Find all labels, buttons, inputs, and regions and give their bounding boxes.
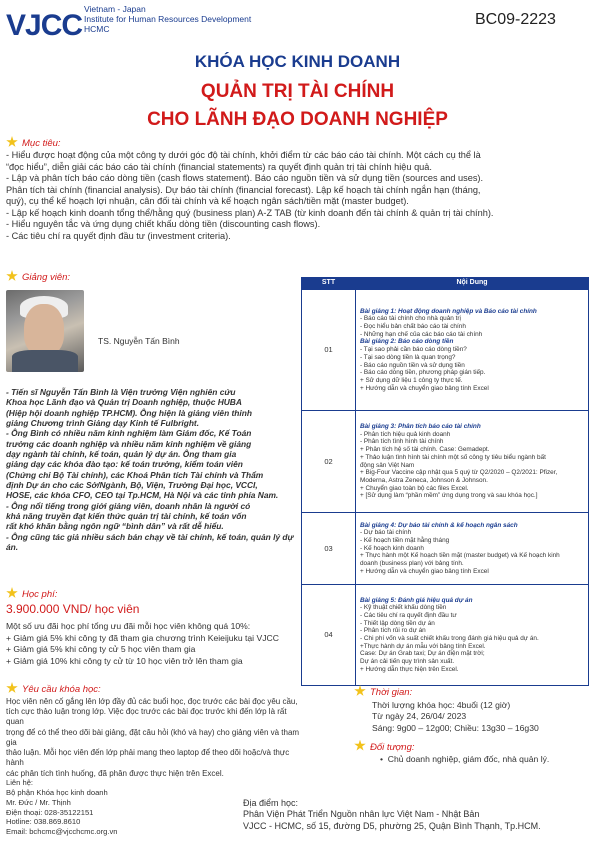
fee-line: Một số ưu đãi học phí tổng ưu đãi mỗi học viên không quá 10%: [6,621,251,631]
bio-line: - Tiến sĩ Nguyễn Tấn Bình là Viện trưởng Viện nghiên cứu [6,387,236,397]
objectives-list [6,150,591,242]
logo-tagline [84,4,251,34]
lesson-item: - Dự báo tài chính [360,529,412,537]
schedule-line: Từ ngày 24, 26/04/ 2023 [372,711,467,722]
objective-line: Phân tích tài chính (financial analysis). Dự báo tài chính (financial forecast). Lập kế hoạch tài chính ngắn hạn (tháng, [6,184,481,195]
section-title: Mục tiêu: [22,138,61,149]
requirement-line: trọng để có thể theo dõi bài giảng, đặt câu hỏi (khó và hay) cho giảng viên và tham gia [6,727,300,747]
star-icon [6,270,18,282]
lesson-item: - Các tiêu chí ra quyết định đầu tư [360,611,457,619]
lesson-item: - Báo cáo dòng tiền, phương pháp gián tiếp. [360,369,486,377]
lesson-item: +Thực hành dự án mẫu với bảng tính Excel. [360,642,486,650]
contact-info [6,778,156,837]
lesson-item: - Những hạn chế của các báo cáo tài chính [360,330,483,338]
lesson-item: Dự án cải tiến quy trình sản xuất. [360,658,455,666]
bio-line: định Dự án cho các Sở/Ngành, Bộ, Viện, Trường Đại học, VCCI, [6,479,258,490]
star-icon [6,136,18,148]
lesson-title: Bài giảng 4: Dự báo tài chính & kế hoạch ngân sách [360,521,518,529]
lesson-item: doanh (business plan) với bảng tính. [360,560,464,568]
bio-line: - Ông Bình có nhiều năm kinh nghiệm làm Giám đốc, Kế Toán [6,428,252,439]
title-line-1: KHÓA HỌC KINH DOANH [194,52,401,71]
star-icon [6,682,18,694]
bio-line: Khoa học Lãnh đạo và Quản trị Doanh nghiệp, thuộc HUBA [6,397,242,408]
lesson-item: - Báo cáo tài chính cho nhà quản trị [360,315,461,323]
star-icon [6,587,18,599]
lesson-item: - Phân tích rủi ro dự án [360,627,426,635]
objective-line: “đọc hiểu”, diễn giải các báo cáo tài chính (financial statements) ra quyết định quản trị tài chính hiệu quả. [6,161,432,172]
schedule [372,685,592,766]
bio-line: dạy ngành tài chính, kế toán, quản lý dự án. Ông tham gia [6,448,237,459]
venue-label: Địa điểm học: [243,798,299,808]
lesson-title: Bài giảng 2: Báo cáo dòng tiền [360,338,454,346]
audience-text: • Chủ doanh nghiệp, giám đốc, nhà quản lý. [380,754,550,765]
requirements-text [6,697,306,779]
bio-line: - Ông cũng tác giả nhiều sách bán chạy về tài chính, kế toán, quản lý dự án. [6,531,294,552]
schedule-line: Thời lượng khóa học: 4buổi (12 giờ) [372,699,511,710]
objective-line: - Hiểu được hoạt động của một công ty dưới góc độ tài chính, khởi điểm từ các báo cáo tài chính. Một cách cụ thể là [6,150,481,160]
lesson-title: Bài giảng 3: Phân tích báo cáo tài chính [360,423,481,431]
bio-line: (Chứng chỉ Bộ Tài chính), các Khoá Phân tích Tài chính và Thẩm [6,469,264,480]
title-line-2: QUẢN TRỊ TÀI CHÍNH [200,81,395,102]
contact-line: Bộ phận Khóa học kinh doanh [6,787,108,797]
star-icon [354,685,366,697]
table-row [302,585,589,686]
bio-line: - Ông nổi tiếng trong giới giảng viên, doanh nhân là người có [6,500,251,511]
row-number: 01 [302,290,356,411]
bio-line: (Hiệp hội doanh nghiệp TP.HCM). Ông hiện là giảng viên thỉnh [6,407,252,418]
row-number: 03 [302,513,356,585]
audience-heading: Đối tượng: [354,740,592,755]
lesson-item: + Hướng dẫn thực hiện trên Excel. [360,665,459,673]
vjcc-logo: VJCC [6,9,83,42]
row-content [356,290,589,411]
contact-line: Mr. Đức / Mr. Thịnh [6,797,71,807]
objective-line: - Lập và phân tích báo cáo dòng tiền (cash flows statement). Báo cáo nguồn tiền và sử dụng tiền (sources and uses). [6,173,484,183]
fee-line: + Giảm giá 5% khi công ty đã tham gia chương trình Keieijuku tại VJCC [6,632,279,643]
fee-line: + Giảm giá 10% khi công ty cử từ 10 học viên trở lên tham gia [6,655,243,666]
lesson-item: + Big-Four Vaccine cập nhật qua 5 quý từ Q2/2020 – Q2/2021: Pfizer, [360,469,558,477]
lesson-title: Bài giảng 5: Đánh giá hiệu quả dự án [360,596,473,604]
contact-line: Email: bchcmc@vjcchcmc.org.vn [6,827,118,837]
requirement-line: các phân tích tình huống, đã phân được thực hiện trên Excel. [6,768,224,778]
section-title: Giảng viên: [22,272,71,283]
contact-line: Hotline: 038.869.8610 [6,817,81,827]
contact-line: Điện thoại: 028-35122151 [6,807,94,817]
lesson-item: - Báo cáo nguồn tiền và sử dụng tiền [360,361,465,369]
star-icon [354,740,366,752]
schedule-heading: Thời gian: [354,685,592,700]
lesson-item: - Phân tích tình hình tài chính [360,438,444,446]
lesson-item: + Hướng dẫn và chuyển giao bảng tính Excel [360,384,489,392]
lesson-item: - Tại sao phải cần báo cáo dòng tiền? [360,346,467,354]
objectives-heading [6,136,61,150]
bio-line: trưởng các doanh nghiệp và nhiều năm kinh nghiệm về giảng [6,438,252,449]
bio-line: HOSE, các khóa CFO, CEO tại Tp.HCM, Hà Nội và các tỉnh phía Nam. [6,490,279,501]
row-number: 04 [302,585,356,686]
venue [243,798,593,832]
column-header-content: Nội Dung [356,278,589,290]
lesson-item: - Phân tích hiệu quả kinh doanh [360,430,451,438]
lesson-item: - Kỹ thuật chiết khấu dòng tiền [360,604,447,612]
bio-line: giảng Chương trình Giảng dạy Kinh tế Fulbright. [6,417,200,428]
lecturer-bio [6,387,301,552]
logo-line: Vietnam - Japan [84,4,146,14]
lesson-item: + Hướng dẫn và chuyển giao bảng tính Excel [360,567,489,575]
lesson-item: - Tại sao dòng tiền là quan trọng? [360,353,456,361]
fee-price: 3.900.000 VND/ học viên [6,602,140,616]
lesson-item: + Thảo luận tình hình tài chính một số công ty tiêu biểu ngành bất [360,453,546,461]
table-row [302,290,589,411]
lesson-item: Case: Dự án Grab taxi; Dự án điện mặt trời; [360,650,485,658]
column-header-stt: STT [302,278,356,290]
lesson-item: + Phân tích hệ số tài chính. Case: Gemadept. [360,446,490,454]
lesson-title: Bài giảng 1: Hoạt động doanh nghiệp và Báo cáo tài chính [360,307,537,315]
row-content [356,513,589,585]
table-row [302,513,589,585]
schedule-line: Sáng: 9g00 – 12g00; Chiều: 13g30 – 16g30 [372,723,539,733]
objective-line: quý), cụ thể kế hoạch lợi nhuận, cân đối tài chính và kế hoạch ngân sách/tiền mặt (master budget). [6,196,409,206]
fee-line: + Giảm giá 5% khi công ty cử 5 học viên tham gia [6,644,196,655]
lesson-item: - Đọc hiểu bản chất báo cáo tài chính [360,323,466,331]
section-title: Yêu cầu khóa học: [22,684,101,695]
objective-line: - Lập kế hoạch kinh doanh tổng thể/hằng quý (business plan) A-Z TAB (từ kinh doanh đến tài chính & quản trị tài chính). [6,207,494,218]
requirements-heading [6,682,101,696]
lesson-item: - Kế hoạch tiền mặt hằng tháng [360,536,450,544]
lesson-item: + [Sử dụng làm “phần mềm” ứng dụng trong và sau khóa học.] [360,492,538,500]
lesson-item: động sản Việt Nam [360,461,415,469]
lesson-item: - Kế hoạch kinh doanh [360,544,424,552]
lecturer-name: TS. Nguyễn Tấn Bình [98,336,180,346]
venue-line-1: Phân Viện Phát Triển Nguồn nhân lực Việt Nam - Nhật Bản [243,809,480,820]
bio-line: rất khó khăn bằng ngôn ngữ “bình dân” và rất dễ hiểu. [6,521,224,532]
fee-discounts [6,621,306,667]
row-content [356,411,589,513]
lesson-item: + Chuyển giao toàn bộ các files Excel. [360,484,469,492]
section-title: Học phí: [22,589,58,600]
fee-heading [6,587,57,601]
requirement-line: tích cực thảo luận trong lớp. Việc đọc trước các bài đọc trước khi đến lớp là rất quan [6,707,287,727]
lesson-item: Moderna, Astra Zeneca, Johnson & Johnson. [360,476,488,484]
bio-line: khả năng truyền đạt kiến thức quản trị tài chính, kế toán vốn [6,510,247,521]
bio-line: giảng dạy các khóa đào tạo: kế toán trưởng, kiểm toán viên [6,459,243,470]
logo-line: HCMC [84,24,110,35]
requirement-line: Học viên nên cố gắng lên lớp đầy đủ các buổi học, đọc trước các bài đọc yêu cầu, [6,697,298,706]
row-content [356,585,589,686]
lesson-item: + Thực hành một Kế hoạch tiền mặt (master budget) và Kế hoạch kinh [360,552,560,560]
lecturer-photo [6,290,84,372]
lecturer-heading [6,270,70,284]
objective-line: - Các tiêu chí ra quyết định đầu tư (investment criteria). [6,230,231,241]
lesson-item: + Sử dụng dữ liệu 1 công ty thực tế. [360,376,463,384]
objective-line: - Hiểu nguyên tắc và ứng dụng chiết khấu dòng tiền (discounting cash flows). [6,219,321,229]
table-row [302,411,589,513]
venue-line-2: VJCC - HCMC, số 15, đường D5, phường 25, Quận Bình Thạnh, Tp.HCM. [243,820,541,831]
title-line-3: CHO LÃNH ĐẠO DOANH NGHIỆP [147,109,448,130]
course-code: BC09-2223 [475,11,556,28]
contact-line: Liên hệ: [6,778,34,787]
lesson-item: - Thiết lập dòng tiền dự án [360,619,435,627]
lesson-item: - Chi phí vốn và suất chiết khấu trong đánh giá hiệu quả dự án. [360,635,539,642]
row-number: 02 [302,411,356,513]
curriculum-table [301,277,589,686]
requirement-line: thảo luận. Mỗi học viên đến lớp phải mang theo laptop để theo dõi hoặc/và thực hành [6,748,290,768]
logo-line: Institute for Human Resources Development [84,14,252,25]
